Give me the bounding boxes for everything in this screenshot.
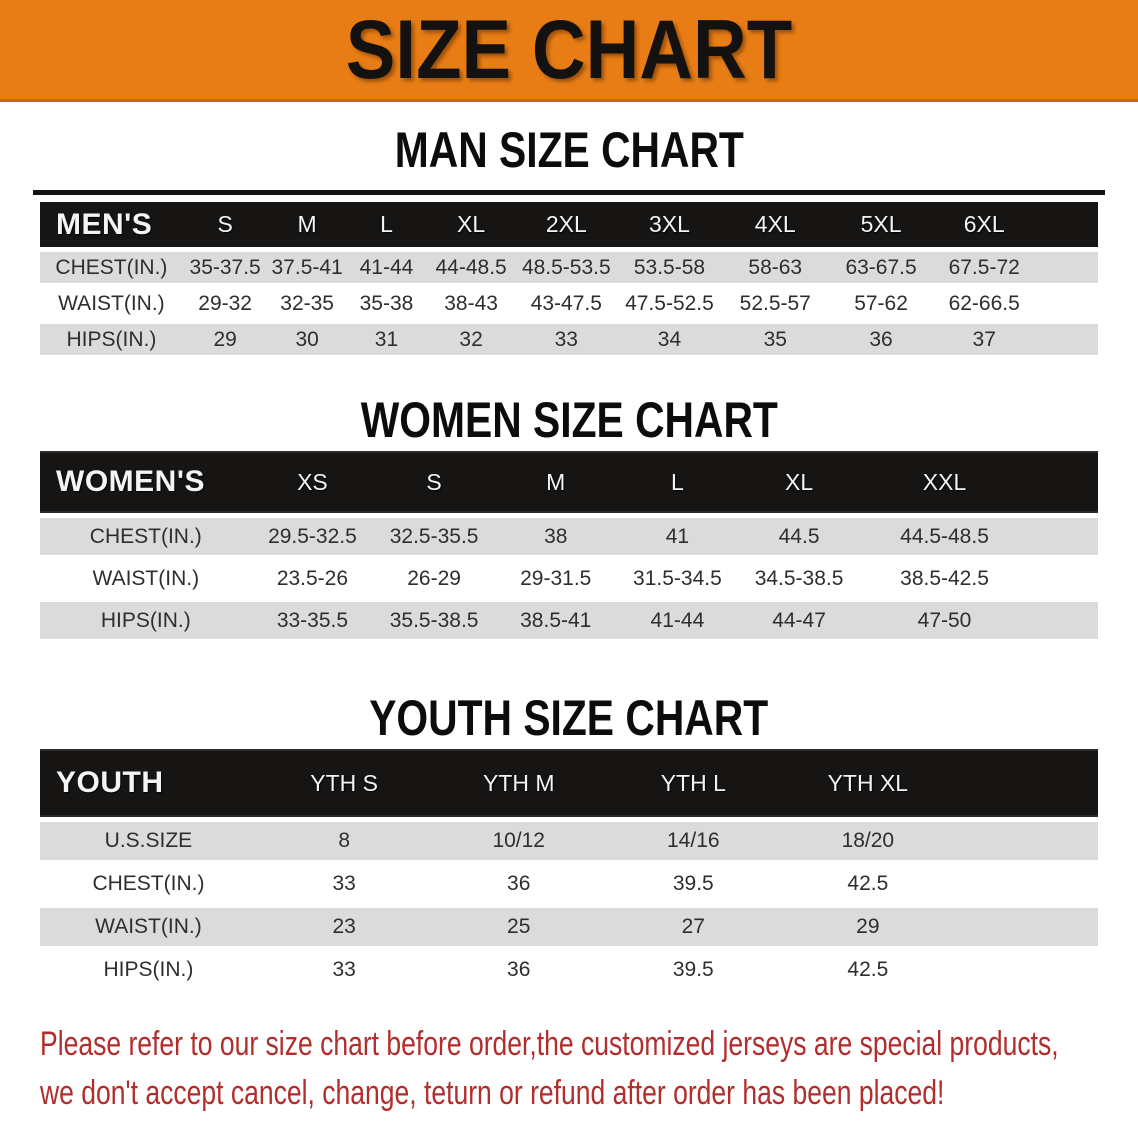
value-cell: 47.5-52.5	[625, 291, 714, 315]
value-cell: 35-38	[359, 291, 414, 315]
spacer-cell	[955, 908, 1098, 946]
spacer-cell	[955, 865, 1098, 903]
row-label: CHEST(IN.)	[55, 255, 168, 279]
value-cell: 58-63	[748, 255, 803, 279]
value-cell: 31	[374, 327, 399, 351]
size-header-cell: YTH M	[431, 749, 606, 817]
men-size-table	[40, 197, 1098, 360]
value-cell: 38	[544, 524, 568, 548]
value-cell: 57-62	[854, 291, 908, 315]
men-hips-row	[40, 324, 1098, 355]
youth-size-table	[40, 744, 1098, 994]
value-cell: 36	[507, 872, 531, 895]
value-cell: 35	[763, 327, 787, 351]
value-cell: 67.5-72	[948, 255, 1020, 279]
women-chest-row	[40, 518, 1098, 555]
row-label: WAIST(IN.)	[58, 291, 165, 315]
spacer-cell	[955, 822, 1098, 860]
man-size-chart-heading: MAN SIZE CHART	[394, 122, 744, 179]
value-cell: 53.5-58	[633, 255, 706, 279]
value-cell: 35-37.5	[189, 255, 261, 279]
value-cell: 62-66.5	[948, 291, 1020, 315]
youth-chest-row	[40, 865, 1098, 903]
value-cell: 27	[681, 915, 705, 938]
value-cell: 36	[869, 327, 893, 351]
men-chest-row	[40, 252, 1098, 283]
value-cell: 26-29	[407, 566, 461, 590]
value-cell: 52.5-57	[739, 291, 811, 315]
value-cell: 38.5-42.5	[900, 566, 989, 590]
value-cell: 34.5-38.5	[754, 566, 844, 590]
header-spacer-cell	[955, 749, 1098, 817]
spacer-cell	[1034, 288, 1098, 319]
value-cell: 63-67.5	[845, 255, 917, 279]
youth-hips-row	[40, 951, 1098, 989]
value-cell: 42.5	[847, 958, 889, 981]
size-header-cell: S	[373, 451, 495, 513]
value-cell: 44.5	[778, 524, 820, 548]
size-chart-title: SIZE CHART	[345, 2, 793, 96]
value-cell: 33-35.5	[276, 608, 349, 632]
size-header-cell: M	[495, 451, 617, 513]
row-label: HIPS(IN.)	[100, 608, 191, 632]
value-cell: 14/16	[667, 829, 720, 852]
value-cell: 32	[459, 327, 483, 351]
size-header-cell: M	[267, 202, 346, 247]
women-size-table	[40, 446, 1098, 644]
size-header-cell: XL	[738, 451, 860, 513]
header-spacer-cell	[1029, 451, 1098, 513]
women-waist-row	[40, 560, 1098, 597]
youth-header-row	[40, 749, 1098, 817]
value-cell: 38-43	[444, 291, 498, 315]
spacer-cell	[1029, 518, 1098, 555]
value-cell: 29-31.5	[520, 566, 592, 590]
value-cell: 32-35	[280, 291, 334, 315]
value-cell: 29.5-32.5	[268, 524, 357, 548]
value-cell: 31.5-34.5	[633, 566, 722, 590]
value-cell: 37	[972, 327, 996, 351]
value-cell: 33	[554, 327, 578, 351]
spacer-cell	[1034, 324, 1098, 355]
value-cell: 47-50	[917, 608, 972, 632]
size-header-cell: YTH L	[606, 749, 781, 817]
size-header-cell: YTH S	[257, 749, 432, 817]
size-header-cell: XS	[252, 451, 374, 513]
spacer-cell	[1034, 252, 1098, 283]
value-cell: 43-47.5	[530, 291, 602, 315]
value-cell: 10/12	[492, 829, 545, 852]
size-header-cell: 4XL	[722, 202, 828, 247]
value-cell: 44.5-48.5	[900, 524, 989, 548]
women-size-chart-heading: WOMEN SIZE CHART	[360, 392, 778, 449]
value-cell: 39.5	[672, 872, 714, 895]
size-header-cell: 2XL	[516, 202, 617, 247]
men-table-top-rule	[33, 190, 1105, 195]
size-header-cell: XXL	[860, 451, 1029, 513]
disclaimer-line-2: we don't accept cancel, change, teturn or refund after order has been placed!	[40, 1074, 945, 1112]
value-cell: 48.5-53.5	[521, 255, 611, 279]
value-cell: 30	[295, 327, 319, 351]
value-cell: 42.5	[847, 872, 889, 895]
row-label: CHEST(IN.)	[92, 872, 205, 895]
women-header-row	[40, 451, 1098, 513]
value-cell: 33	[332, 872, 356, 895]
spacer-cell	[1029, 560, 1098, 597]
value-cell: 32.5-35.5	[389, 524, 479, 548]
value-cell: 18/20	[841, 829, 895, 852]
row-label: WAIST(IN.)	[92, 566, 200, 590]
size-header-cell: L	[617, 451, 739, 513]
value-cell: 44-47	[772, 608, 826, 632]
value-cell: 29-32	[198, 291, 252, 315]
size-header-cell: S	[183, 202, 268, 247]
disclaimer-note	[40, 1020, 1138, 1118]
value-cell: 29	[856, 915, 880, 938]
row-label: CHEST(IN.)	[89, 524, 202, 548]
row-label: WAIST(IN.)	[95, 915, 202, 938]
value-cell: 23	[332, 915, 356, 938]
women-hips-row	[40, 602, 1098, 639]
men-waist-row	[40, 288, 1098, 319]
size-header-cell: YTH XL	[781, 749, 956, 817]
value-cell: 41-44	[650, 608, 705, 632]
value-cell: 35.5-38.5	[389, 608, 479, 632]
value-cell: 34	[657, 327, 682, 351]
value-cell: 44-48.5	[435, 255, 507, 279]
value-cell: 38.5-41	[520, 608, 592, 632]
spacer-cell	[955, 951, 1098, 989]
men-corner-label: MEN'S	[40, 202, 183, 247]
spacer-cell	[1029, 602, 1098, 639]
value-cell: 25	[507, 915, 531, 938]
size-chart-banner	[0, 0, 1138, 102]
size-header-cell: 6XL	[934, 202, 1035, 247]
value-cell: 41-44	[359, 255, 414, 279]
youth-corner-label: YOUTH	[40, 749, 257, 817]
value-cell: 37.5-41	[271, 255, 343, 279]
disclaimer-line-1: Please refer to our size chart before order,the customized jerseys are special products,	[40, 1025, 1059, 1063]
size-header-cell: 5XL	[828, 202, 934, 247]
value-cell: 39.5	[672, 958, 714, 981]
value-cell: 29	[213, 327, 237, 351]
size-header-cell: L	[347, 202, 426, 247]
row-label: HIPS(IN.)	[66, 327, 157, 351]
size-header-cell: XL	[426, 202, 516, 247]
men-header-row	[40, 202, 1098, 247]
header-spacer-cell	[1034, 202, 1098, 247]
youth-waist-row	[40, 908, 1098, 946]
size-header-cell: 3XL	[617, 202, 723, 247]
value-cell: 41	[665, 524, 690, 548]
youth-ussize-row	[40, 822, 1098, 860]
value-cell: 23.5-26	[276, 566, 349, 590]
value-cell: 33	[332, 958, 356, 981]
women-corner-label: WOMEN'S	[40, 451, 252, 513]
value-cell: 8	[338, 829, 350, 852]
youth-size-chart-heading: YOUTH SIZE CHART	[369, 690, 769, 747]
value-cell: 36	[507, 958, 531, 981]
row-label: U.S.SIZE	[104, 829, 193, 852]
row-label: HIPS(IN.)	[103, 958, 194, 981]
